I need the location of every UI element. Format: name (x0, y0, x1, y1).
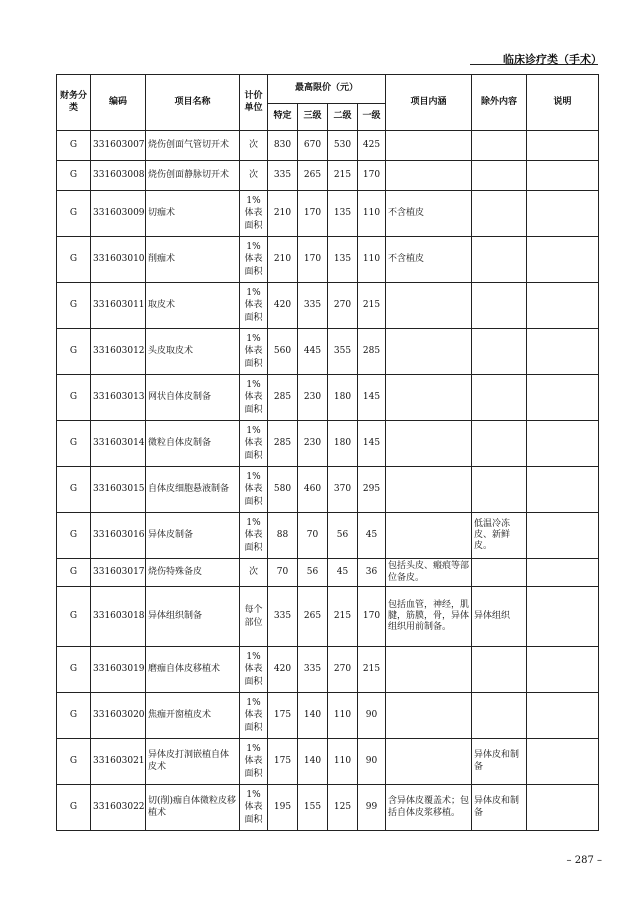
code-cell: 331603008 (91, 161, 146, 191)
unit-cell: 1%体表面积 (240, 647, 268, 693)
price-special-cell: 175 (268, 739, 298, 785)
price-level3-cell: 230 (298, 375, 328, 421)
content-cell (386, 375, 472, 421)
exclusion-cell (472, 375, 527, 421)
price-level3-cell: 445 (298, 329, 328, 375)
code-cell: 331603007 (91, 131, 146, 161)
content-cell: 包括血管，神经，肌腱，筋膜，骨，异体组织用前制备。 (386, 587, 472, 647)
notes-cell (527, 739, 599, 785)
price-special-cell: 88 (268, 513, 298, 559)
unit-cell: 次 (240, 161, 268, 191)
price-level2-cell: 180 (328, 375, 358, 421)
price-level3-cell: 56 (298, 559, 328, 587)
code-cell: 331603012 (91, 329, 146, 375)
code-cell: 331603019 (91, 647, 146, 693)
content-cell (386, 693, 472, 739)
price-level3-cell: 140 (298, 693, 328, 739)
name-cell: 异体组织制备 (146, 587, 240, 647)
unit-cell: 1%体表面积 (240, 329, 268, 375)
price-special-cell: 420 (268, 647, 298, 693)
notes-cell (527, 131, 599, 161)
price-level1-cell: 295 (358, 467, 386, 513)
exclusion-cell: 异体皮和制备 (472, 739, 527, 785)
code-cell: 331603013 (91, 375, 146, 421)
price-level1-cell: 145 (358, 421, 386, 467)
price-level2-cell: 45 (328, 559, 358, 587)
category-cell: G (57, 587, 91, 647)
table-row (57, 785, 599, 831)
header-notes: 说明 (527, 75, 599, 131)
table-row (57, 421, 599, 467)
header-code: 编码 (91, 75, 146, 131)
content-cell: 包括头皮、瘢痕等部位备皮。 (386, 559, 472, 587)
price-level1-cell: 425 (358, 131, 386, 161)
unit-cell: 1%体表面积 (240, 785, 268, 831)
name-cell: 微粒自体皮制备 (146, 421, 240, 467)
price-level1-cell: 170 (358, 587, 386, 647)
exclusion-cell (472, 693, 527, 739)
name-cell: 焦痂开窗植皮术 (146, 693, 240, 739)
content-cell (386, 739, 472, 785)
price-level3-cell: 170 (298, 237, 328, 283)
content-cell: 不含植皮 (386, 237, 472, 283)
exclusion-cell (472, 237, 527, 283)
header-special: 特定 (268, 104, 298, 131)
table-row (57, 131, 599, 161)
price-level1-cell: 285 (358, 329, 386, 375)
exclusion-cell (472, 467, 527, 513)
content-cell (386, 647, 472, 693)
price-level2-cell: 355 (328, 329, 358, 375)
category-cell: G (57, 329, 91, 375)
price-level2-cell: 56 (328, 513, 358, 559)
name-cell: 切痂术 (146, 191, 240, 237)
content-cell (386, 161, 472, 191)
category-cell: G (57, 191, 91, 237)
header-content: 项目内涵 (386, 75, 472, 131)
header-price-group: 最高限价（元） (268, 75, 386, 104)
table-row (57, 739, 599, 785)
price-level3-cell: 670 (298, 131, 328, 161)
table-row (57, 513, 599, 559)
price-level3-cell: 70 (298, 513, 328, 559)
name-cell: 烧伤创面气管切开术 (146, 131, 240, 161)
name-cell: 自体皮细胞悬液制备 (146, 467, 240, 513)
price-special-cell: 335 (268, 161, 298, 191)
notes-cell (527, 513, 599, 559)
table-row (57, 587, 599, 647)
code-cell: 331603018 (91, 587, 146, 647)
category-cell: G (57, 161, 91, 191)
code-cell: 331603022 (91, 785, 146, 831)
notes-cell (527, 647, 599, 693)
notes-cell (527, 161, 599, 191)
code-cell: 331603017 (91, 559, 146, 587)
name-cell: 取皮术 (146, 283, 240, 329)
notes-cell (527, 375, 599, 421)
exclusion-cell (472, 647, 527, 693)
category-cell: G (57, 559, 91, 587)
category-cell: G (57, 785, 91, 831)
table-row (57, 237, 599, 283)
price-level2-cell: 110 (328, 739, 358, 785)
price-level3-cell: 335 (298, 283, 328, 329)
table-row (57, 559, 599, 587)
price-level2-cell: 215 (328, 161, 358, 191)
code-cell: 331603015 (91, 467, 146, 513)
price-level1-cell: 215 (358, 647, 386, 693)
exclusion-cell (472, 559, 527, 587)
table-row (57, 191, 599, 237)
header-unit: 计价单位 (240, 75, 268, 131)
content-cell (386, 513, 472, 559)
notes-cell (527, 237, 599, 283)
unit-cell: 次 (240, 559, 268, 587)
table-row (57, 375, 599, 421)
exclusion-cell (472, 283, 527, 329)
exclusion-cell: 异体组织 (472, 587, 527, 647)
content-cell: 含异体皮覆盖术；包括自体皮浆移植。 (386, 785, 472, 831)
page-number: – 287 – (566, 855, 602, 866)
name-cell: 削痂术 (146, 237, 240, 283)
category-cell: G (57, 739, 91, 785)
price-table (56, 74, 599, 831)
price-level2-cell: 110 (328, 693, 358, 739)
unit-cell: 1%体表面积 (240, 421, 268, 467)
category-cell: G (57, 647, 91, 693)
price-special-cell: 830 (268, 131, 298, 161)
content-cell: 不含植皮 (386, 191, 472, 237)
header-name: 项目名称 (146, 75, 240, 131)
content-cell (386, 467, 472, 513)
exclusion-cell (472, 131, 527, 161)
header-rule (470, 64, 598, 65)
unit-cell: 1%体表面积 (240, 375, 268, 421)
price-level3-cell: 335 (298, 647, 328, 693)
unit-cell: 每个部位 (240, 587, 268, 647)
price-level2-cell: 135 (328, 237, 358, 283)
category-cell: G (57, 513, 91, 559)
code-cell: 331603009 (91, 191, 146, 237)
unit-cell: 次 (240, 131, 268, 161)
header-category: 财务分类 (57, 75, 91, 131)
table-row (57, 647, 599, 693)
section-header: 临床诊疗类（手术） (503, 53, 602, 66)
price-level1-cell: 45 (358, 513, 386, 559)
header-level2: 二级 (328, 104, 358, 131)
name-cell: 网状自体皮制备 (146, 375, 240, 421)
notes-cell (527, 467, 599, 513)
price-special-cell: 210 (268, 191, 298, 237)
price-level2-cell: 215 (328, 587, 358, 647)
price-level1-cell: 110 (358, 191, 386, 237)
price-special-cell: 175 (268, 693, 298, 739)
price-special-cell: 420 (268, 283, 298, 329)
notes-cell (527, 191, 599, 237)
content-cell (386, 421, 472, 467)
code-cell: 331603016 (91, 513, 146, 559)
unit-cell: 1%体表面积 (240, 237, 268, 283)
price-special-cell: 285 (268, 375, 298, 421)
table-row (57, 693, 599, 739)
price-level1-cell: 110 (358, 237, 386, 283)
name-cell: 切(削)痂自体微粒皮移植术 (146, 785, 240, 831)
exclusion-cell (472, 421, 527, 467)
price-special-cell: 285 (268, 421, 298, 467)
name-cell: 异体皮制备 (146, 513, 240, 559)
category-cell: G (57, 467, 91, 513)
price-level3-cell: 265 (298, 587, 328, 647)
unit-cell: 1%体表面积 (240, 191, 268, 237)
notes-cell (527, 329, 599, 375)
price-level2-cell: 370 (328, 467, 358, 513)
price-special-cell: 70 (268, 559, 298, 587)
category-cell: G (57, 283, 91, 329)
table-row (57, 283, 599, 329)
price-level3-cell: 170 (298, 191, 328, 237)
name-cell: 头皮取皮术 (146, 329, 240, 375)
exclusion-cell: 异体皮和制备 (472, 785, 527, 831)
unit-cell: 1%体表面积 (240, 467, 268, 513)
notes-cell (527, 283, 599, 329)
price-level3-cell: 140 (298, 739, 328, 785)
name-cell: 异体皮打洞嵌植自体皮术 (146, 739, 240, 785)
category-cell: G (57, 421, 91, 467)
code-cell: 331603011 (91, 283, 146, 329)
price-level1-cell: 145 (358, 375, 386, 421)
notes-cell (527, 587, 599, 647)
content-cell (386, 131, 472, 161)
category-cell: G (57, 237, 91, 283)
notes-cell (527, 785, 599, 831)
price-level3-cell: 230 (298, 421, 328, 467)
price-level3-cell: 155 (298, 785, 328, 831)
header-exclusion: 除外内容 (472, 75, 527, 131)
notes-cell (527, 559, 599, 587)
table-row (57, 161, 599, 191)
price-special-cell: 210 (268, 237, 298, 283)
price-level1-cell: 170 (358, 161, 386, 191)
unit-cell: 1%体表面积 (240, 739, 268, 785)
price-special-cell: 580 (268, 467, 298, 513)
name-cell: 磨痂自体皮移植术 (146, 647, 240, 693)
unit-cell: 1%体表面积 (240, 283, 268, 329)
price-special-cell: 335 (268, 587, 298, 647)
price-level2-cell: 180 (328, 421, 358, 467)
exclusion-cell (472, 161, 527, 191)
price-level2-cell: 135 (328, 191, 358, 237)
code-cell: 331603010 (91, 237, 146, 283)
price-level1-cell: 90 (358, 739, 386, 785)
price-level1-cell: 99 (358, 785, 386, 831)
price-level1-cell: 90 (358, 693, 386, 739)
content-cell (386, 283, 472, 329)
content-cell (386, 329, 472, 375)
price-level2-cell: 530 (328, 131, 358, 161)
name-cell: 烧伤特殊备皮 (146, 559, 240, 587)
price-special-cell: 560 (268, 329, 298, 375)
price-level1-cell: 215 (358, 283, 386, 329)
code-cell: 331603014 (91, 421, 146, 467)
exclusion-cell (472, 329, 527, 375)
price-level1-cell: 36 (358, 559, 386, 587)
price-special-cell: 195 (268, 785, 298, 831)
exclusion-cell (472, 191, 527, 237)
code-cell: 331603021 (91, 739, 146, 785)
notes-cell (527, 421, 599, 467)
unit-cell: 1%体表面积 (240, 693, 268, 739)
price-level3-cell: 460 (298, 467, 328, 513)
code-cell: 331603020 (91, 693, 146, 739)
price-level3-cell: 265 (298, 161, 328, 191)
table-row (57, 467, 599, 513)
notes-cell (527, 693, 599, 739)
price-level2-cell: 125 (328, 785, 358, 831)
unit-cell: 1%体表面积 (240, 513, 268, 559)
category-cell: G (57, 693, 91, 739)
table-row (57, 329, 599, 375)
exclusion-cell: 低温冷冻皮、新鲜皮。 (472, 513, 527, 559)
price-level2-cell: 270 (328, 647, 358, 693)
header-level1: 一级 (358, 104, 386, 131)
category-cell: G (57, 131, 91, 161)
name-cell: 烧伤创面静脉切开术 (146, 161, 240, 191)
price-level2-cell: 270 (328, 283, 358, 329)
category-cell: G (57, 375, 91, 421)
header-level3: 三级 (298, 104, 328, 131)
